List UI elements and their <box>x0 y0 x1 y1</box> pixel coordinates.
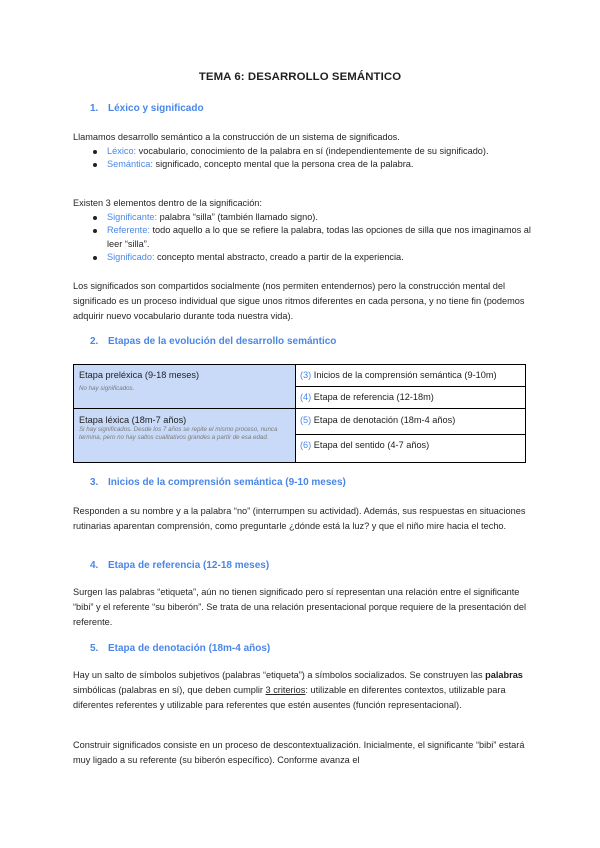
section-2-number: 2. <box>90 336 99 347</box>
stage-note: Si hay significados. Desde los 7 años se repite el mismo proceso, nunca termina, pero no hay saltos cualitativos grandes a partir de esa edad. <box>79 426 278 441</box>
table-divider-middle <box>74 408 525 409</box>
section-5-number: 5. <box>90 643 99 654</box>
bullet-icon <box>93 256 97 260</box>
list-item <box>91 211 531 224</box>
list-item <box>91 224 531 251</box>
stage-index: (5) <box>300 415 312 425</box>
term-label: Léxico: <box>107 146 137 156</box>
section-4-number: 4. <box>90 560 99 571</box>
term-definition: concepto mental abstracto, creado a partir de la experiencia. <box>154 252 404 263</box>
list-item <box>91 251 531 264</box>
term-label: Significante: <box>107 212 158 222</box>
stage-index: (6) <box>300 440 312 450</box>
section-5-title: Etapa de denotación (18m-4 años) <box>108 643 271 654</box>
list-item <box>91 158 531 171</box>
bullet-icon <box>93 150 97 154</box>
stage-note: No hay significados. <box>79 385 135 392</box>
bold-term: palabras <box>485 670 523 680</box>
section-1-closing: Los significados son compartidos socialmente (nos permiten entendernos) pero la construcción mental del significado es un proceso individual que sigue unos ritmos diferentes en cada persona, y no tiene fin (podemos adquirir nuevo vocabulario durante toda nuestra vida). <box>73 281 525 321</box>
elements-intro: Existen 3 elementos dentro de la significación: <box>73 198 262 208</box>
section-3-title: Inicios de la comprensión semántica (9-10 meses) <box>108 477 346 488</box>
underlined-term: 3 criterios <box>265 685 306 695</box>
term-definition: significado, concepto mental que la persona crea de la palabra. <box>152 159 414 170</box>
table-cell-stage-3 <box>296 365 525 387</box>
term-definition: todo aquello a lo que se refiere la palabra, todas las opciones de silla que nos imaginamos al leer “silla”. <box>107 225 531 249</box>
table-cell-stage-6 <box>296 435 525 459</box>
term-label: Referente: <box>107 225 150 236</box>
bullet-icon <box>93 229 97 233</box>
section-3-heading <box>90 477 346 488</box>
section-1-intro: Llamamos desarrollo semántico a la construcción de un sistema de significados. <box>73 132 400 142</box>
section-1-heading <box>90 103 204 114</box>
term-label: Significado: <box>107 252 155 263</box>
page-title: TEMA 6: DESARROLLO SEMÁNTICO <box>198 71 402 83</box>
term-definition: palabra “silla” (también llamado signo). <box>157 212 318 222</box>
paragraph-text: : utilizable en diferentes contextos, utilizable para diferentes referentes y utilizable para referentes que estén ausentes (función representacional). <box>73 685 506 710</box>
paragraph-text: simbólicas (palabras en sí), que deben cumplir <box>73 685 266 695</box>
bullet-icon <box>93 163 97 167</box>
term-definition: vocabulario, conocimiento de la palabra en sí (independientemente de su significado). <box>136 146 489 156</box>
term-label: Semántica: <box>107 159 153 170</box>
section-5-paragraph-1 <box>73 668 528 713</box>
section-5-heading <box>90 643 270 654</box>
lexico-semantica-list <box>91 145 531 172</box>
section-3-number: 3. <box>90 477 99 488</box>
table-divider-vertical <box>295 365 296 462</box>
stage-label: Inicios de la comprensión semántica (9-10m) <box>311 370 497 380</box>
section-2-heading <box>90 336 336 347</box>
section-1-title: Léxico y significado <box>108 103 204 114</box>
paragraph-text: Hay un salto de símbolos subjetivos (palabras “etiqueta”) a símbolos socializados. Se construyen las <box>73 670 486 680</box>
table-divider <box>296 386 525 387</box>
section-3-text: Responden a su nombre y a la palabra “no” (interrumpen su actividad). Además, sus respuestas en situaciones rutinarias aparentan comprensión, como preguntarle ¿dónde está la luz? y que el niño mire hacia el techo. <box>73 506 526 531</box>
table-cell-stage-4 <box>296 387 525 409</box>
table-divider <box>296 434 525 435</box>
table-cell-lexica <box>74 409 295 462</box>
stage-label: Etapa de denotación (18m-4 años) <box>311 415 456 425</box>
stages-table <box>73 364 526 463</box>
bullet-icon <box>93 216 97 220</box>
section-4-text: Surgen las palabras “etiqueta”, aún no tienen significado pero sí representan una relación entre el significante “bibi” y el referente “su biberón”. Se trata de una relación presentacional porque requiere de la presentación del referente. <box>73 587 527 627</box>
table-cell-prelexica <box>74 365 295 408</box>
section-4-title: Etapa de referencia (12-18 meses) <box>108 560 270 571</box>
stage-title: Etapa preléxica (9-18 meses) <box>79 370 200 380</box>
stage-label: Etapa del sentido (4-7 años) <box>311 440 430 450</box>
list-item <box>91 145 531 158</box>
section-1-number: 1. <box>90 103 99 114</box>
stage-title: Etapa léxica (18m-7 años) <box>79 415 187 425</box>
table-cell-stage-5 <box>296 410 525 434</box>
section-2-title: Etapas de la evolución del desarrollo semántico <box>108 336 337 347</box>
stage-index: (3) <box>300 370 312 380</box>
section-5-paragraph-2: Construir significados consiste en un proceso de descontextualización. Inicialmente, el significante “bibi” estará muy ligado a su referente (su biberón específico). Conforme avanza el <box>73 740 525 765</box>
stage-index: (4) <box>300 392 312 402</box>
significacion-elements-list <box>91 211 531 265</box>
section-4-heading <box>90 560 269 571</box>
stage-label: Etapa de referencia (12-18m) <box>311 392 434 402</box>
